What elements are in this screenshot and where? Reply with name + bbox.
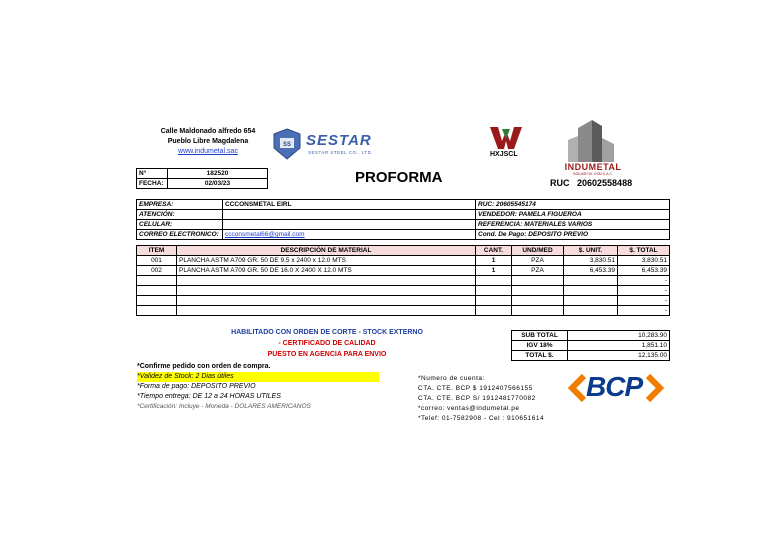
hxjscl-logo — [486, 125, 526, 161]
cond-pago: Cond. De Pago: DEPOSITO PREVIO — [476, 230, 670, 240]
bcp-chevron-left-icon — [566, 373, 588, 403]
atencion-value — [223, 210, 476, 220]
document-title: PROFORMA — [355, 169, 443, 186]
row-cant: 1 — [476, 266, 512, 276]
payment-note-5: *Telef: 01-7582908 - Cel : 910651614 — [418, 415, 545, 422]
row-cant — [476, 306, 512, 316]
row-descripcion — [177, 276, 476, 286]
delivery-note-2: - CERTIFICADO DE CALIDAD — [278, 340, 376, 347]
sestar-logo-subtitle: SESTAR STEEL CO., LTD — [308, 150, 372, 155]
terms-note-1: *Confirme pedido con orden de compra. — [137, 363, 271, 370]
row-und-med — [512, 296, 564, 306]
row-und-med — [512, 306, 564, 316]
client-info-table — [136, 199, 670, 240]
sestar-logo — [272, 128, 382, 162]
payment-note-4: *correo: ventas@indumetal.pe — [418, 405, 520, 412]
bcp-chevron-right-icon — [644, 373, 666, 403]
row-descripcion: PLANCHA ASTM A709 GR. 50 DE 9.5 x 2400 x 12.0 MTS — [177, 256, 476, 266]
subtotal-label: SUB TOTAL — [512, 331, 568, 341]
company-ruc-label: RUC — [550, 178, 570, 188]
items-header-row — [137, 246, 670, 256]
row-cant — [476, 296, 512, 306]
hxjscl-w-icon — [488, 125, 524, 151]
subtotal-value: 10,283.90 — [568, 331, 670, 341]
row-descripcion: PLANCHA ASTM A709 GR. 50 DE 16.0 X 2400 X 12.0 MTS — [177, 266, 476, 276]
row-total: 6,453.39 — [618, 266, 670, 276]
website-link[interactable]: www.indumetal.sac — [178, 148, 238, 155]
row-cant — [476, 276, 512, 286]
table-row — [137, 296, 670, 306]
row-item — [137, 286, 177, 296]
igv-value: 1,851.10 — [568, 341, 670, 351]
terms-note-4: *Tiempo entrega: DE 12 a 24 HORAS UTILES — [137, 393, 281, 400]
doc-date-value: 02/03/23 — [168, 179, 268, 189]
row-total: - — [618, 296, 670, 306]
address-line-2: Pueblo Libre Magdalena — [167, 138, 249, 145]
row-item — [137, 276, 177, 286]
header-unit: $. UNIT. — [564, 246, 618, 256]
bcp-logo-text: BCP — [586, 371, 643, 402]
totals-table — [511, 330, 670, 361]
table-row — [137, 306, 670, 316]
company-address — [140, 127, 276, 157]
row-und-med — [512, 276, 564, 286]
total-label: TOTAL $. — [512, 351, 568, 361]
total-value: 12,135.00 — [568, 351, 670, 361]
doc-number-value: 182520 — [168, 169, 268, 179]
indumetal-logo — [550, 118, 636, 178]
table-row — [137, 256, 670, 266]
delivery-note-1: HABILITADO CON ORDEN DE CORTE - STOCK EXTERNO — [231, 329, 423, 336]
row-unit — [564, 296, 618, 306]
row-total: - — [618, 306, 670, 316]
atencion-label: ATENCIÓN: — [137, 210, 223, 220]
correo-label: CORREO ELECTRONICO: — [137, 230, 223, 240]
delivery-notes — [222, 327, 432, 360]
bcp-logo — [566, 371, 666, 405]
row-item — [137, 296, 177, 306]
sestar-logo-title: SESTAR — [306, 132, 372, 149]
row-item — [137, 306, 177, 316]
indumetal-logo-title: INDUMETAL — [564, 162, 622, 172]
header-descripcion: DESCRIPCIÓN DE MATERIAL — [177, 246, 476, 256]
row-item: 002 — [137, 266, 177, 276]
row-unit: 3,830.51 — [564, 256, 618, 266]
payment-note-2: CTA. CTE. BCP $ 1912407566155 — [418, 385, 533, 392]
terms-notes — [137, 362, 379, 412]
delivery-note-3: PUESTO EN AGENCIA PARA ENVIO — [267, 351, 387, 358]
row-descripcion — [177, 306, 476, 316]
row-total: - — [618, 276, 670, 286]
referencia: REFERENCIA: MATERIALES VARIOS — [476, 220, 670, 230]
table-row — [137, 286, 670, 296]
celular-label: CELULAR: — [137, 220, 223, 230]
doc-number-label: N° — [137, 169, 168, 179]
row-unit — [564, 276, 618, 286]
payment-note-1: *Numero de cuenta: — [418, 375, 485, 382]
terms-note-5: *Certificación: Incluye - Moneda - DOLARES AMERICANOS — [137, 403, 311, 410]
row-total: 3,830.51 — [618, 256, 670, 266]
header-cant: CANT. — [476, 246, 512, 256]
terms-note-2: *Validez de Stock: 2 Dias útiles — [137, 372, 379, 382]
indumetal-logo-subtitle: INDUMETAL GSM S.A.C. — [573, 172, 613, 176]
client-ruc: RUC: 20605545174 — [476, 200, 670, 210]
row-und-med: PZA — [512, 256, 564, 266]
igv-label: IGV 18% — [512, 341, 568, 351]
celular-value — [223, 220, 476, 230]
indumetal-building-icon — [550, 118, 634, 164]
empresa-value: CCCONSMETAL EIRL — [223, 200, 476, 210]
row-unit — [564, 286, 618, 296]
row-item: 001 — [137, 256, 177, 266]
doc-info-table — [136, 168, 268, 189]
terms-note-3: *Forma de pago: DEPOSITO PREVIO — [137, 383, 256, 390]
row-und-med: PZA — [512, 266, 564, 276]
table-row — [137, 276, 670, 286]
header-und-med: UND/MED — [512, 246, 564, 256]
row-unit: 6,453.39 — [564, 266, 618, 276]
table-row — [137, 266, 670, 276]
doc-date-label: FECHA: — [137, 179, 168, 189]
header-total: $. TOTAL — [618, 246, 670, 256]
vendedor: VENDEDOR: PAMELA FIGUEROA — [476, 210, 670, 220]
hxjscl-logo-text: HXJSCL — [490, 151, 518, 158]
row-und-med — [512, 286, 564, 296]
row-descripcion — [177, 286, 476, 296]
company-ruc-value: 20602558488 — [577, 178, 633, 188]
payment-note-3: CTA. CTE. BCP S/ 1912481770082 — [418, 395, 536, 402]
sestar-shield-icon — [272, 128, 302, 160]
svg-text:SS: SS — [282, 142, 292, 148]
row-total: - — [618, 286, 670, 296]
row-cant — [476, 286, 512, 296]
correo-link[interactable]: ccconsmetal66@gmail.com — [223, 230, 476, 240]
header-item: ITEM — [137, 246, 177, 256]
items-table — [136, 245, 670, 316]
address-line-1: Calle Maldonado alfredo 654 — [160, 128, 256, 135]
row-descripcion — [177, 296, 476, 306]
row-cant: 1 — [476, 256, 512, 266]
company-ruc — [550, 178, 632, 188]
empresa-label: EMPRESA: — [137, 200, 223, 210]
payment-notes — [418, 374, 544, 424]
row-unit — [564, 306, 618, 316]
